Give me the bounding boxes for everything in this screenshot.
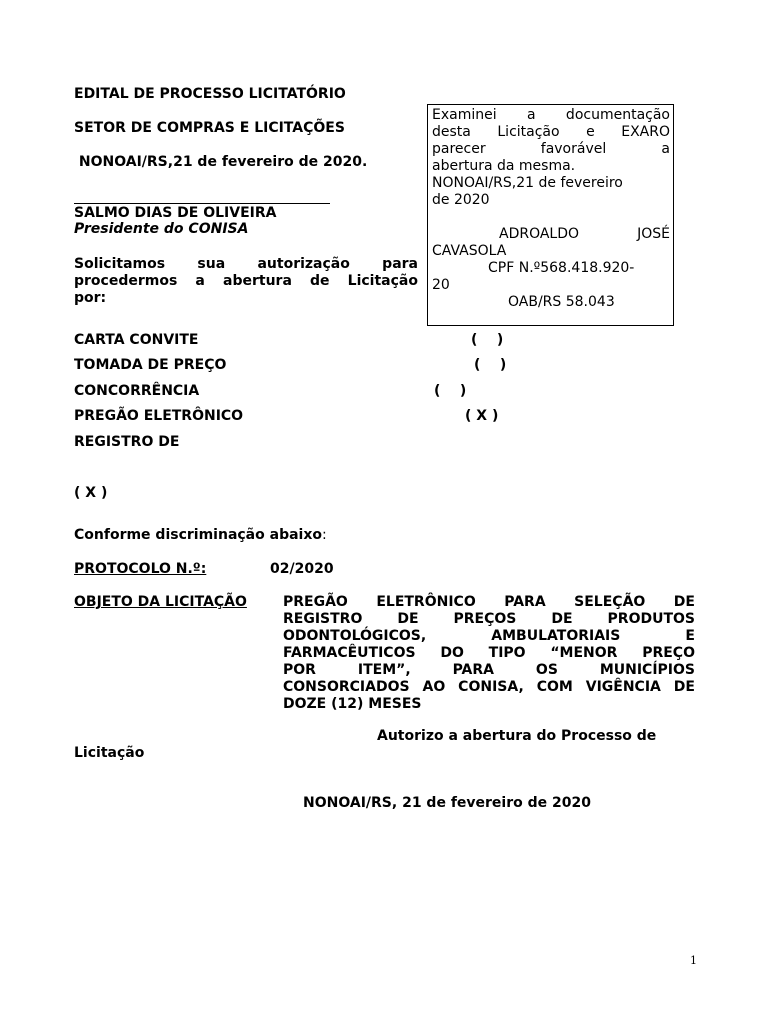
modality-concorrencia: CONCORRÊNCIA — [74, 383, 200, 399]
modality-registro: REGISTRO DE — [74, 434, 180, 450]
objeto-line-5: POR ITEM”, PARA OS MUNICÍPIOS — [283, 662, 695, 678]
authorization-line-2: Licitação — [74, 745, 145, 761]
page-number: 1 — [690, 954, 697, 967]
modality-tomada-preco-mark: ( ) — [474, 357, 507, 373]
objeto-line-6: CONSORCIADOS AO CONISA, COM VIGÊNCIA DE — [283, 679, 695, 695]
document-title: EDITAL DE PROCESSO LICITATÓRIO — [74, 86, 346, 102]
opinion-line-1: Examinei a documentação — [432, 107, 670, 123]
opinion-line-5: NONOAI/RS,21 de fevereiro — [432, 175, 623, 191]
request-line-1: Solicitamos sua autorização para — [74, 256, 418, 272]
sector-name: SETOR DE COMPRAS E LICITAÇÕES — [74, 120, 345, 136]
modality-carta-convite: CARTA CONVITE — [74, 332, 199, 348]
opinion-signer-surname: CAVASOLA — [432, 243, 507, 259]
objeto-line-7: DOZE (12) MESES — [283, 696, 422, 712]
conforme-text — [74, 527, 327, 544]
request-paragraph — [74, 256, 418, 307]
opinion-cpf-cont: 20 — [432, 277, 450, 293]
signature-line — [74, 203, 330, 204]
place-date: NONOAI/RS,21 de fevereiro de 2020. — [74, 154, 368, 170]
modality-pregao-eletronico: PREGÃO ELETRÔNICO — [74, 408, 244, 424]
opinion-line-2: desta Licitação e EXARO — [432, 124, 670, 140]
footer-date: NONOAI/RS, 21 de fevereiro de 2020 — [303, 795, 591, 811]
modality-pregao-eletronico-mark: ( X ) — [465, 408, 499, 424]
opinion-line-3: parecer favorável a — [432, 141, 670, 157]
objeto-line-2: REGISTRO DE PREÇOS DE PRODUTOS — [283, 611, 695, 627]
modality-tomada-preco: TOMADA DE PREÇO — [74, 357, 227, 373]
objeto-line-3: ODONTOLÓGICOS, AMBULATORIAIS E — [283, 628, 695, 644]
opinion-signer-name: ADROALDO JOSÉ — [499, 226, 670, 242]
modality-carta-convite-mark: ( ) — [471, 332, 504, 348]
modality-concorrencia-mark: ( ) — [434, 383, 467, 399]
request-line-3: por: — [74, 290, 107, 306]
opinion-line-6: de 2020 — [432, 192, 490, 208]
opinion-oab: OAB/RS 58.043 — [508, 294, 615, 310]
legal-opinion-box — [427, 104, 674, 326]
authorization-line-1: Autorizo a abertura do Processo de — [377, 728, 657, 744]
request-line-2: procedermos a abertura de Licitação — [74, 273, 418, 289]
conforme-colon: : — [322, 527, 327, 543]
protocolo-label: PROTOCOLO N.º: — [74, 561, 207, 577]
signatory-role: Presidente do CONISA — [74, 221, 249, 237]
objeto-description — [283, 594, 695, 713]
opinion-cpf: CPF N.º568.418.920- — [488, 260, 635, 276]
protocolo-value: 02/2020 — [270, 561, 334, 577]
registro-mark: ( X ) — [74, 485, 108, 501]
objeto-label: OBJETO DA LICITAÇÃO — [74, 594, 247, 610]
signatory-name: SALMO DIAS DE OLIVEIRA — [74, 205, 277, 221]
objeto-line-4: FARMACÊUTICOS DO TIPO “MENOR PREÇO — [283, 645, 695, 661]
objeto-line-1: PREGÃO ELETRÔNICO PARA SELEÇÃO DE — [283, 594, 695, 610]
opinion-line-4: abertura da mesma. — [432, 158, 576, 174]
conforme-label: Conforme discriminação abaixo — [74, 527, 322, 543]
